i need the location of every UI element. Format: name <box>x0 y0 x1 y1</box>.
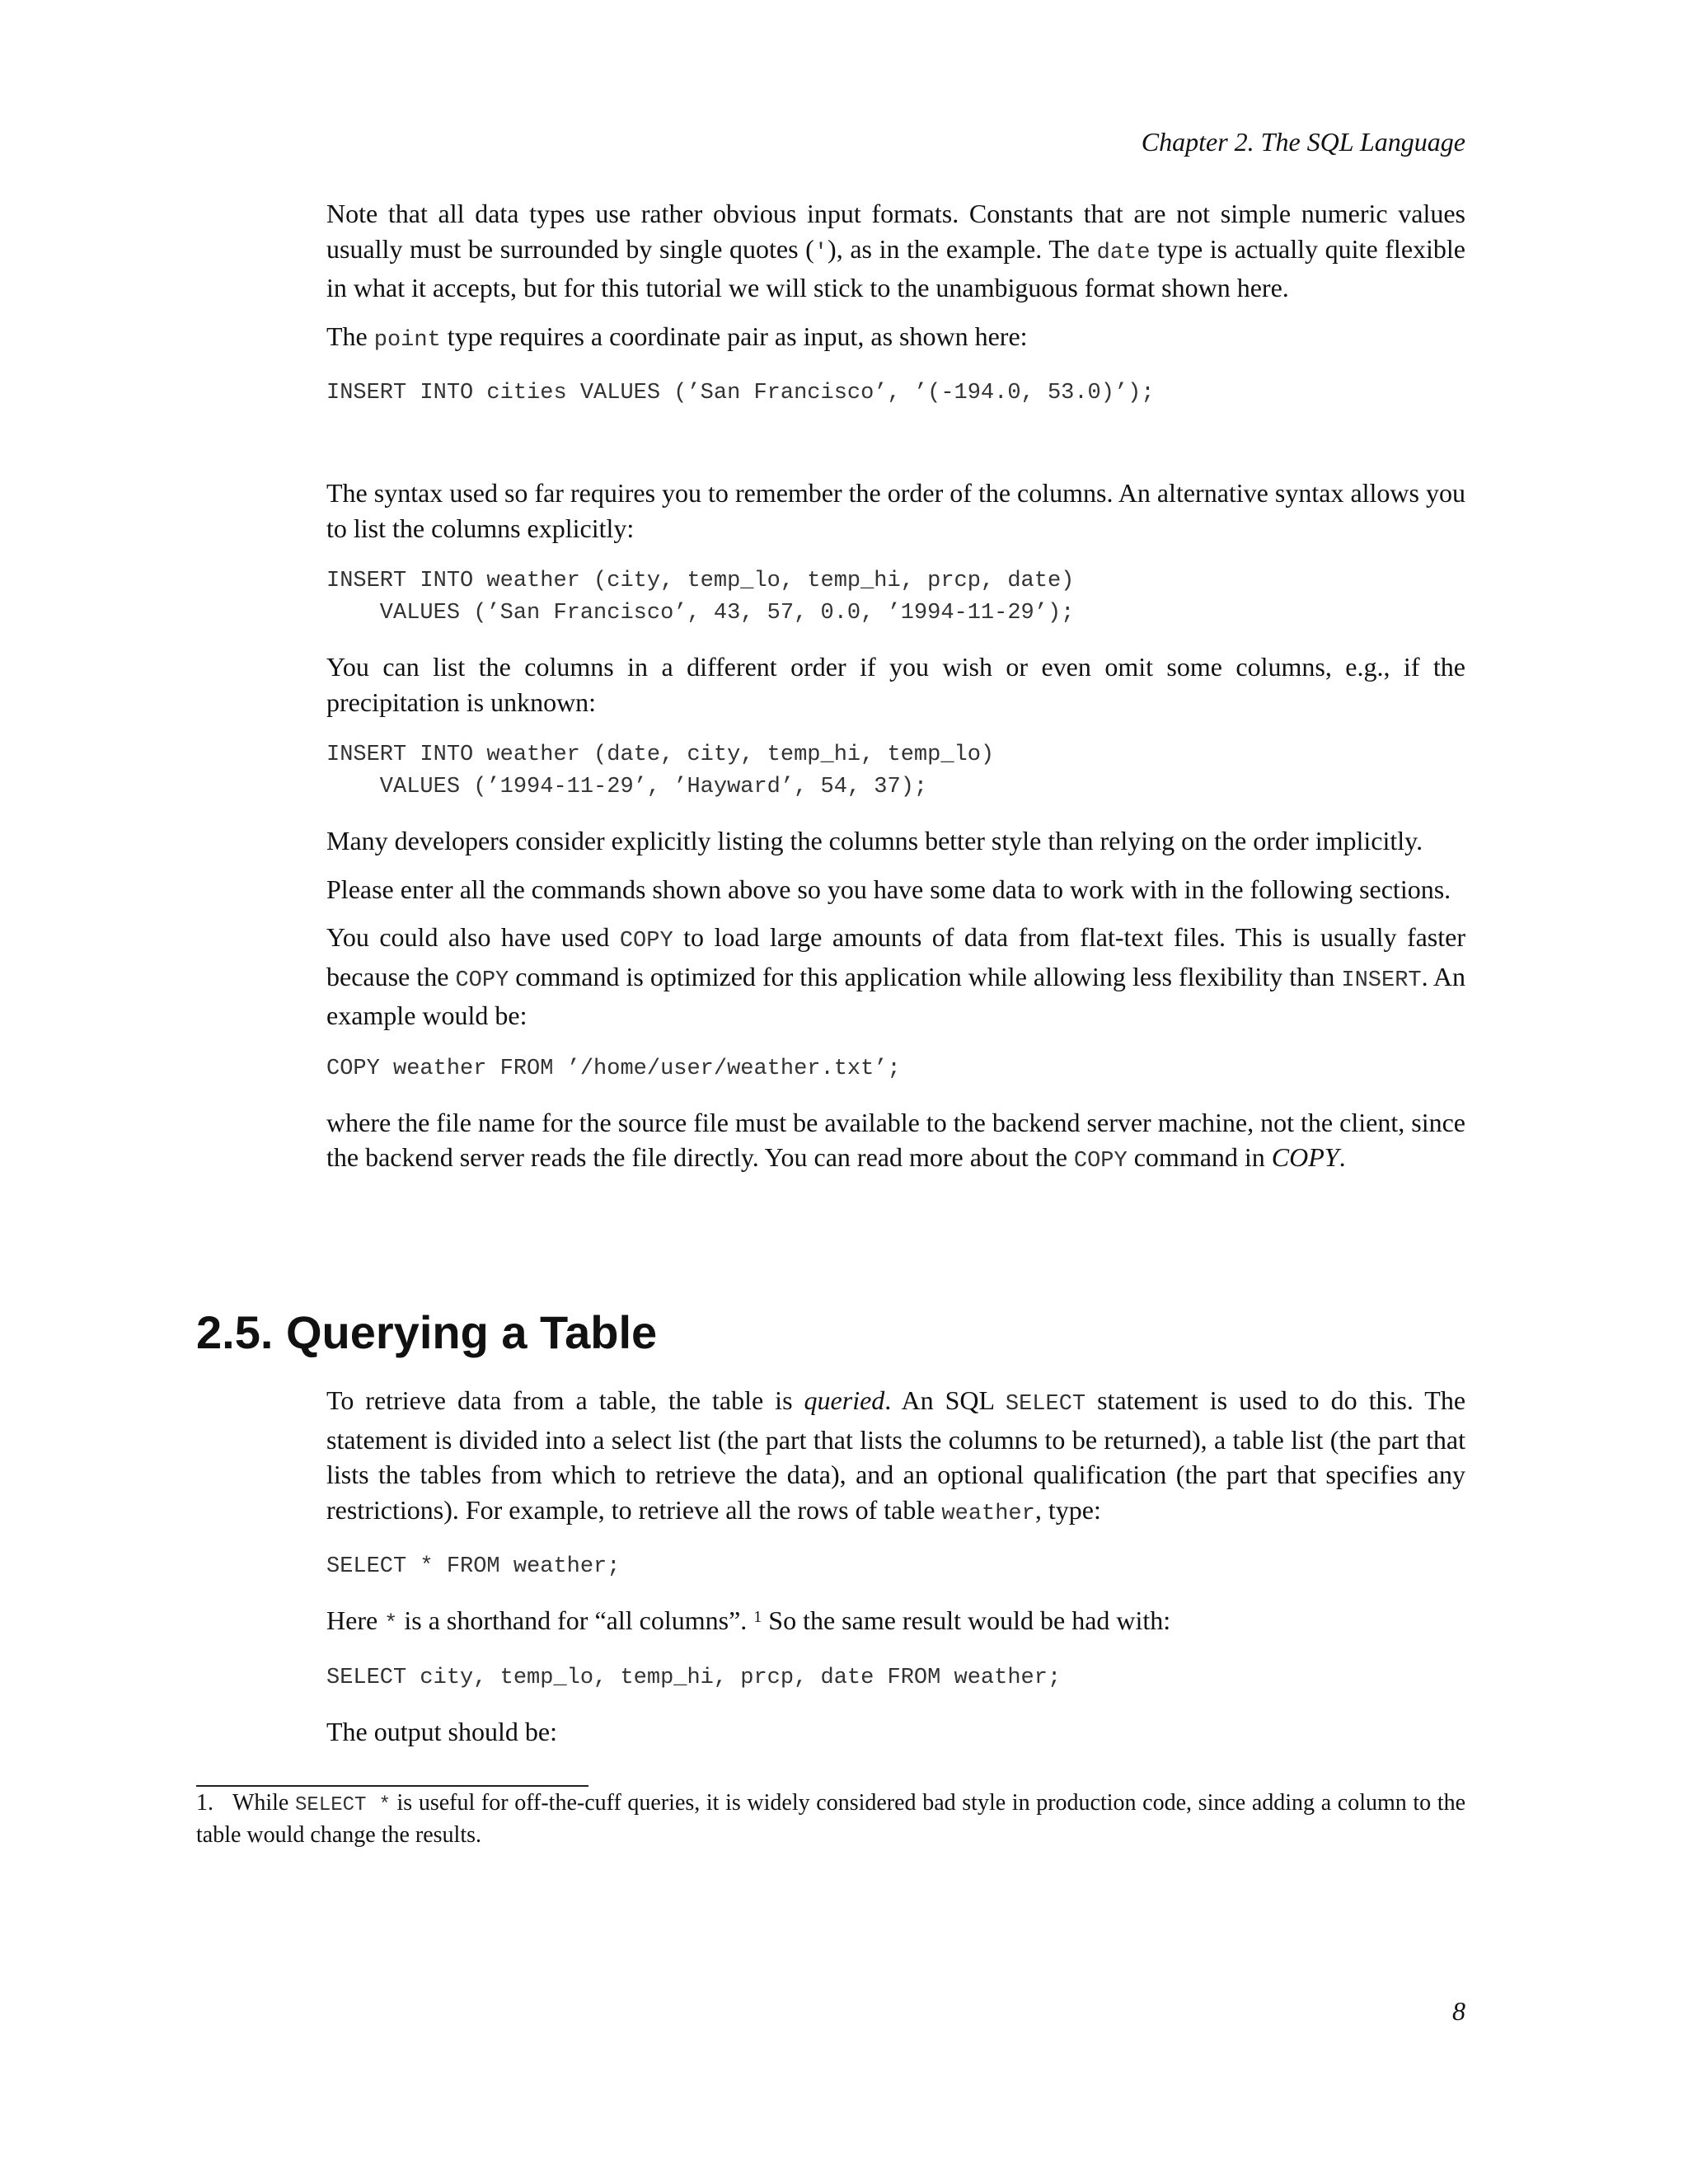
code-block: INSERT INTO weather (city, temp_lo, temp_hi, prcp, date) VALUES (’San Francisco’, 43, 57, 0.0, ’1994-11-29’); <box>326 569 1075 626</box>
inline-code: date <box>1096 240 1151 265</box>
inline-code: SELECT * <box>295 1794 391 1816</box>
text: . <box>1339 1142 1346 1172</box>
code-block: INSERT INTO weather (date, city, temp_hi, temp_lo) VALUES (’1994-11-29’, ’Hayward’, 54, 37); <box>326 743 995 799</box>
footnote-divider <box>196 1785 588 1787</box>
text: To retrieve data from a table, the table is <box>326 1385 804 1415</box>
inline-code: INSERT <box>1341 968 1422 993</box>
inline-code: weather <box>941 1501 1035 1526</box>
text: So the same result would be had with: <box>762 1605 1171 1635</box>
text: . An example would be: <box>326 961 1466 1030</box>
inline-code: COPY <box>619 929 673 954</box>
text: command in <box>1127 1142 1272 1172</box>
text: is useful for off-the-cuff queries, it is widely considered bad style in production code, since adding a column to the table would change the results. <box>196 1790 1466 1848</box>
text: ), as in the example. The <box>828 233 1097 264</box>
text: type requires a coordinate pair as input, as shown here: <box>440 321 1028 351</box>
text: where the file name for the source file must be available to the backend server machine, not the client, since the backend server reads the file directly. You can read more about the <box>326 1107 1465 1172</box>
code-block: SELECT city, temp_lo, temp_hi, prcp, date FROM weather; <box>326 1665 1062 1690</box>
inline-code: COPY <box>455 968 509 993</box>
paragraph <box>326 319 1465 359</box>
inline-code: * <box>384 1612 398 1637</box>
footnote <box>196 1788 1465 1850</box>
running-head: Chapter 2. The SQL Language <box>1141 127 1465 157</box>
code-block: INSERT INTO cities VALUES (’San Francisco’, ’(-194.0, 53.0)’); <box>326 381 1155 405</box>
paragraph <box>326 1383 1465 1531</box>
cross-reference[interactable]: COPY <box>1271 1142 1339 1172</box>
page-number: 8 <box>1452 1996 1465 2026</box>
section-body-querying <box>326 1383 1465 1762</box>
text: . An SQL <box>884 1385 1006 1415</box>
text: The <box>326 321 374 351</box>
inline-code: COPY <box>1073 1149 1128 1174</box>
text: is a shorthand for “all columns”. <box>397 1605 754 1635</box>
text: , type: <box>1034 1494 1101 1525</box>
paragraph: The output should be: <box>326 1716 557 1746</box>
code-block: COPY weather FROM ’/home/user/weather.txt’; <box>326 1056 901 1081</box>
emphasis: queried <box>804 1385 885 1415</box>
text: to load large amounts of data from flat-text files. This is usually faster because the <box>326 922 1466 991</box>
inline-code: SELECT <box>1005 1392 1086 1417</box>
text: While <box>232 1790 295 1816</box>
footnote-reference[interactable]: 1 <box>753 1608 762 1626</box>
code-block: SELECT * FROM weather; <box>326 1554 621 1579</box>
text: You could also have used <box>326 922 620 952</box>
text: command is optimized for this application while allowing less flexibility than <box>509 961 1342 991</box>
paragraph <box>326 920 1465 1033</box>
section-body-top <box>326 196 1465 1193</box>
text: Here <box>326 1605 385 1635</box>
text: Note that all data types use rather obvious input formats. Constants that are not simple numeric values usually must be surrounded by single quotes ( <box>326 199 1465 264</box>
paragraph: Many developers consider explicitly listing the columns better style than relying on the order implicitly. <box>326 826 1423 855</box>
paragraph: Please enter all the commands shown above so you have some data to work with in the following sections. <box>326 874 1451 904</box>
paragraph: You can list the columns in a different order if you wish or even omit some columns, e.g., if the precipitation is unknown: <box>326 652 1465 717</box>
inline-code: ' <box>814 240 828 265</box>
section-heading: 2.5. Querying a Table <box>196 1306 658 1358</box>
paragraph <box>326 1603 1465 1643</box>
footnote-number: 1. <box>196 1790 213 1816</box>
text: type is actually quite flexible in what it accepts, but for this tutorial we will stick to the unambiguous format shown here. <box>326 233 1466 302</box>
text: statement is used to do this. The statement is divided into a select list (the part that lists the columns to be returned), a table list (the part that lists the tables from which to retrieve the data), and an optional qualification (the part that specifies any restrictions). For example, to retrieve all the rows of table <box>326 1385 1466 1525</box>
inline-code: point <box>373 327 441 353</box>
paragraph <box>326 196 1465 306</box>
paragraph: The syntax used so far requires you to remember the order of the columns. An alternative syntax allows you to list the columns explicitly: <box>326 478 1465 543</box>
paragraph <box>326 1105 1465 1179</box>
